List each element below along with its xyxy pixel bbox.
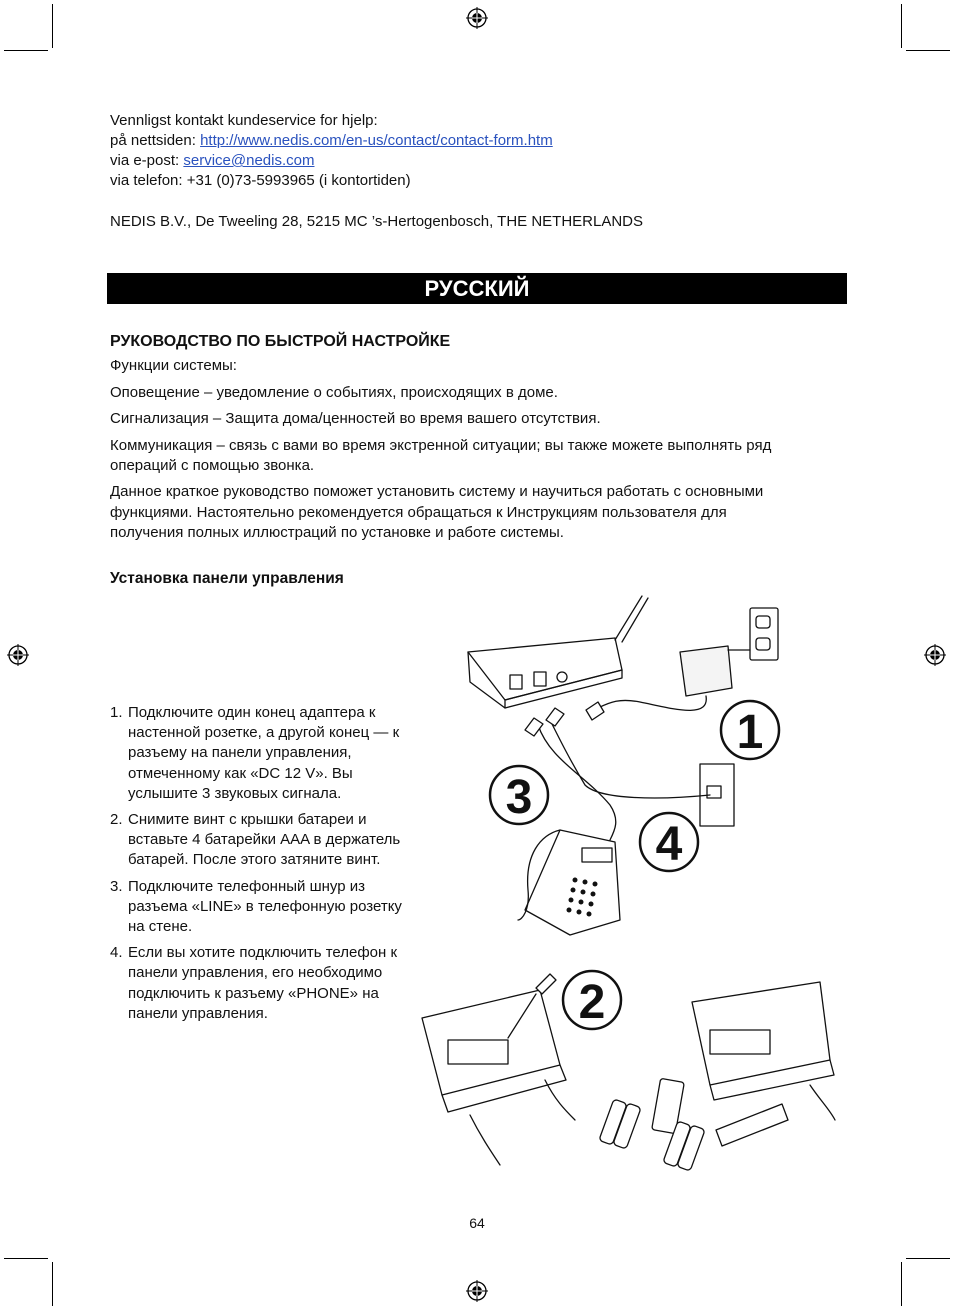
feature-communication-line1: Коммуникация – связь с вами во время экстренной ситуации; вы также можете выполнять ряд xyxy=(110,437,772,454)
step-badge-3 xyxy=(490,766,548,824)
control-panel-icon xyxy=(468,596,648,708)
crop-mark xyxy=(901,1262,902,1306)
wall-outlet-icon xyxy=(750,608,778,660)
section-title-bar: РУССКИЙ xyxy=(107,273,847,304)
feature-alarm: Сигнализация – Защита дома/ценностей во время вашего отсутствия. xyxy=(110,410,601,427)
install-step xyxy=(110,810,410,871)
crop-mark xyxy=(906,1258,950,1259)
step-number: 3. xyxy=(110,877,123,895)
step-badge-2 xyxy=(563,971,621,1029)
battery-panel-icon xyxy=(692,982,835,1120)
step-badge-1 xyxy=(721,701,779,759)
contact-address: NEDIS B.V., De Tweeling 28, 5215 MC ’s-Hertogenbosch, THE NETHERLANDS xyxy=(110,213,644,230)
guide-intro-line2: функциями. Настоятельно рекомендуется обращаться к Инструкциям пользователя для xyxy=(110,504,727,521)
open-panel-icon xyxy=(422,990,575,1165)
guide-intro-line1: Данное краткое руководство поможет установить систему и научиться работать с основными xyxy=(110,483,764,500)
features-label: Функции системы: xyxy=(110,357,237,374)
feature-notification: Оповещение – уведомление о событиях, происходящих в доме. xyxy=(110,384,558,401)
guide-title: РУКОВОДСТВО ПО БЫСТРОЙ НАСТРОЙКЕ xyxy=(110,333,451,350)
step-number: 1. xyxy=(110,704,123,721)
crop-mark xyxy=(52,4,53,48)
page-number: 64 xyxy=(469,1215,485,1231)
step-number: 4. xyxy=(110,944,123,962)
registration-mark-icon xyxy=(924,644,946,666)
step-number: 2. xyxy=(110,811,123,829)
crop-mark xyxy=(52,1262,53,1306)
install-steps-list xyxy=(110,703,410,1030)
installation-illustration xyxy=(410,590,855,1180)
badge-label-2: 2 xyxy=(578,976,606,1029)
crop-mark xyxy=(906,50,950,51)
install-title: Установка панели управления xyxy=(110,570,344,587)
step-text: Если вы хотите подключить телефон к панели управления, его необходимо подключить к разъему «PHONE» на панели управления. xyxy=(128,944,398,1022)
screwdriver-icon xyxy=(508,974,556,1038)
contact-web-link[interactable]: http://www.nedis.com/en-us/contact/contact-form.htm xyxy=(200,132,553,149)
contact-email-line xyxy=(110,151,314,171)
contact-email-link[interactable]: service@nedis.com xyxy=(183,152,315,169)
telephone-icon xyxy=(518,830,620,935)
feature-communication-line2: операций с помощью звонка. xyxy=(110,457,315,474)
contact-web-prefix: på nettsiden: xyxy=(110,132,201,149)
contact-heading: Vennligst kontakt kundeservice for hjelp: xyxy=(110,112,378,129)
install-step xyxy=(110,877,410,938)
step-text: Снимите винт с крышки батареи и вставьте 4 батарейки AAA в держатель батарей. После этого затяните винт. xyxy=(128,811,401,869)
crop-mark xyxy=(901,4,902,48)
registration-mark-icon xyxy=(466,1280,488,1302)
badge-label-4: 4 xyxy=(655,818,683,871)
contact-email-prefix: via e-post: xyxy=(110,152,184,169)
crop-mark xyxy=(4,1258,48,1259)
badge-label-3: 3 xyxy=(505,771,533,824)
crop-mark xyxy=(4,50,48,51)
contact-web-line xyxy=(110,131,553,151)
power-adapter-icon xyxy=(586,646,750,720)
install-step xyxy=(110,943,410,1024)
registration-mark-icon xyxy=(466,7,488,29)
step-text: Подключите телефонный шнур из разъема «LINE» в телефонную розетку на стене. xyxy=(128,877,402,936)
install-step xyxy=(110,703,410,804)
registration-mark-icon xyxy=(7,644,29,666)
step-badge-4 xyxy=(640,813,698,871)
guide-intro-line3: получения полных иллюстраций по установке и работе системы. xyxy=(110,524,564,541)
badge-label-1: 1 xyxy=(736,706,764,759)
step-text: Подключите один конец адаптера к настенной розетке, а другой конец — к разъему на панели управления, отмеченному как «DC 12 V». Вы услышите 3 звуковых сигнала. xyxy=(128,704,400,802)
contact-phone-line: via telefon: +31 (0)73-5993965 (i kontortiden) xyxy=(110,172,411,189)
battery-icon xyxy=(599,1078,788,1171)
